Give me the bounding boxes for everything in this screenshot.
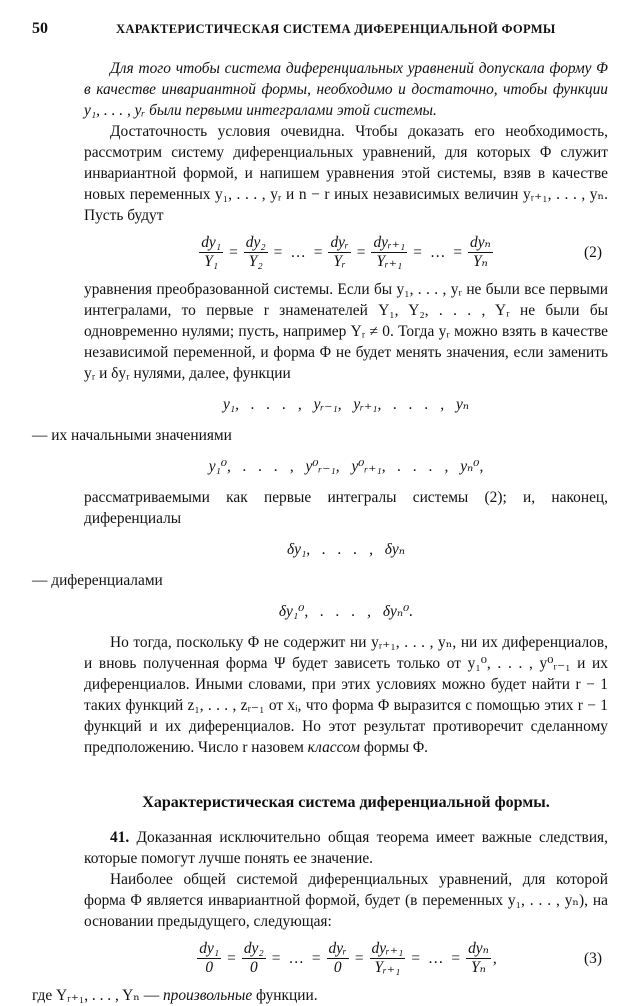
eq2-frac-3: $\frac{\text{dyᵣ}}{\text{Yᵣ}}$ [330,234,349,270]
section-number: 41. [110,829,130,846]
page-number: 50 [32,20,48,37]
eq2-frac-5: $\frac{\text{dyₙ}}{\text{Yₙ}}$ [470,234,491,270]
equation-3-tag: (3) [584,950,602,967]
paragraph-general-system: Наиболее общей системой диференциальных уравнений, для которой форма Φ является инвариантной формой, будет (в переменных y₁, . . . , yₙ), на основании предыдущего, следующая: [84,871,608,930]
page-header [32,18,608,40]
text-differentials: — диференциалами [32,572,163,589]
paragraph-conclusion: Но тогда, поскольку Φ не содержит ни yᵣ₊₁, . . . , yₙ, ни их диференциалов, и вновь полученная форма Ψ будет зависеть только от y₁⁰, . . . , y⁰ᵣ₋₁ и их диференциалов. Иными словами, при этих условиях можно будет найти r − 1 таких функций z₁, . . . , zᵣ₋₁ от xᵢ, что форма Φ выразится с помощью этих r − 1 функций и их диференциалов. Но этот результат противоречит сделанному предположению. Число r назовем классом формы Φ. [84,634,608,756]
equation-2-tag: (2) [584,244,602,261]
eq2-ellipsis-1: … [290,244,306,261]
eq2-frac-4: $\frac{\text{dyᵣ₊₁}}{\text{Yᵣ₊₁}}$ [373,234,406,270]
paragraph-arbitrary-functions: где Yᵣ₊₁, . . . , Yₙ — произвольные функции. [32,987,318,1004]
differentials-line: δy₁, . . . , δyₙ [286,541,406,558]
running-head: ХАРАКТЕРИСТИЧЕСКАЯ СИСТЕМА ДИФЕРЕНЦИАЛЬНОЙ ФОРМЫ [116,22,556,36]
eq3-frac-4: $\frac{\text{dyᵣ₊₁}}{\text{Yᵣ₊₁}}$ [371,940,404,976]
equation-2: $\frac{\text{dy₁}}{\text{Y₁}}$ = $\frac{\text{dy₂}}{\text{Y₂}}$ = … = $\frac{\text{dyᵣ}}{\text{Yᵣ}}$ = $\frac{\text{dyᵣ₊₁}}{\text{Yᵣ₊₁}}$ = … = $\frac{\text{dyₙ}}{\text{Yₙ}}$ (2) [201,234,602,270]
paragraph-sufficiency: Достаточность условия очевидна. Чтобы доказать его необходимость, рассмотрим систему диференциальных уравнений, для которых Φ служит инвариантной формой, и напишем уравнения этой системы, взяв в качестве новых переменных y₁, . . . , yᵣ и n − r иных независимых величин yᵣ₊₁, . . . , yₙ. Пусть будут [84,123,608,224]
paragraph-41: 41. Доказанная исключительно общая теорема имеет важные следствия, которые помогут лучше понять ее значение. [84,829,608,867]
term-arbitrary: произвольные [162,987,253,1004]
eq2-ellipsis-2: … [429,244,446,261]
eq3-frac-3: $\frac{\text{dyᵣ}}{0}$ [328,940,347,976]
equation-3: $\frac{\text{dy₁}}{0}$ = $\frac{\text{dy₂}}{0}$ = … = $\frac{\text{dyᵣ}}{0}$ = $\frac{\text{dyᵣ₊₁}}{\text{Yᵣ₊₁}}$ = … = $\frac{\text{dyₙ}}{\text{Yₙ}}$ , (3) [199,940,602,976]
theorem-statement: Для того чтобы система диференциальных уравнений допускала форму Φ в качестве инвариантной формы, необходимо и достаточно, чтобы функции y₁, . . . , yᵣ были первыми интегралами этой системы. [84,60,608,119]
eq3-trailing-comma: , [492,950,497,967]
eq3-ellipsis-1: … [288,950,304,967]
initial-differentials-line: δy₁⁰, . . . , δyₙ⁰. [278,603,414,620]
section-title: Характеристическая система диференциальной формы. [142,794,550,811]
eq2-frac-2: $\frac{\text{dy₂}}{\text{Y₂}}$ [245,234,266,270]
eq2-frac-1: $\frac{\text{dy₁}}{\text{Y₁}}$ [201,234,222,270]
eq3-frac-5: $\frac{\text{dyₙ}}{\text{Yₙ}}$ [468,940,489,976]
eq3-frac-1: $\frac{\text{dy₁}}{0}$ [199,940,220,976]
variables-line: y₁, . . . , yᵣ₋₁, yᵣ₊₁, . . . , yₙ [222,396,470,413]
eq3-frac-2: $\frac{\text{dy₂}}{0}$ [243,940,264,976]
initial-values-line: y₁⁰, . . . , y⁰ᵣ₋₁, y⁰ᵣ₊₁, . . . , yₙ⁰, [208,458,484,475]
paragraph-transformed-system: уравнения преобразованной системы. Если бы y₁, . . . , yᵣ не были все первыми интегралами, то первые r знаменателей Y₁, Y₂, . . . , Yᵣ не были бы одновременно нулями; пусть, например Yᵣ ≠ 0. Тогда yᵣ можно взять в качестве независимой переменной, и форма Φ не будет менять значения, если заменить yᵣ и δyᵣ нулями, далее, функции [84,281,608,382]
text-initial-values: — их начальными значениями [32,427,232,444]
term-class: классом [307,739,360,756]
paragraph-first-integrals: рассматриваемыми как первые интегралы системы (2); и, наконец, диференциалы [84,489,608,527]
eq3-ellipsis-2: … [428,950,444,967]
